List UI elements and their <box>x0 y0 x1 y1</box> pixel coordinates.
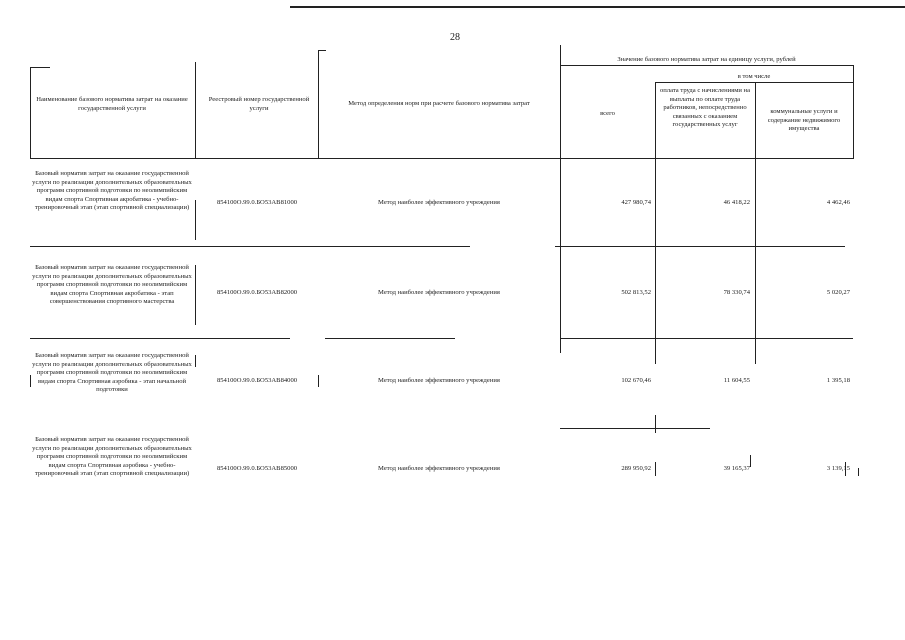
row-registry: 854100О.99.0.БО53АВ84000 <box>216 377 298 384</box>
row-method: Метод наиболее эффективного учреждения <box>378 465 500 472</box>
row-registry: 854100О.99.0.БО53АВ81000 <box>216 199 298 206</box>
row-utilities: 1 395,18 <box>826 377 850 384</box>
header-value-group: Значение базового норматива затрат на единицу услуги, рублей <box>617 56 796 63</box>
row-method: Метод наиболее эффективного учреждения <box>378 377 500 384</box>
row-salary: 78 330,74 <box>723 289 750 296</box>
top-rule <box>290 6 905 8</box>
header-utilities: коммунальные услуги и содержание недвижимого имущества <box>767 108 841 133</box>
header-total: всего <box>600 110 615 117</box>
header-method: Метод определения норм при расчете базового норматива затрат <box>348 100 530 107</box>
row-total: 502 813,52 <box>621 289 651 296</box>
row-name: Базовый норматив затрат на оказание государственной услуги по реализации дополнительных образовательных программ спортивной подготовки по неолимпийским видам спорта Спортивная акробатика - учебно-тренировочный этап (этап спортивной специализации) <box>32 170 192 212</box>
row-name: Базовый норматив затрат на оказание государственной услуги по реализации дополнительных образовательных программ спортивной подготовки по неолимпийским видам спорта Спортивная акробатика - этап совершенствования спортивного мастерства <box>32 264 192 306</box>
row-utilities: 4 462,46 <box>826 199 850 206</box>
header-including: в том числе <box>737 73 771 80</box>
header-registry: Реестровый номер государственной услуги <box>208 96 310 112</box>
row-total: 289 950,92 <box>621 465 651 472</box>
row-utilities: 3 139,15 <box>826 465 850 472</box>
row-salary: 46 418,22 <box>723 199 750 206</box>
row-salary: 11 604,55 <box>723 377 750 384</box>
header-name: Наименование базового норматива затрат на оказание государственной услуги <box>36 96 188 112</box>
row-method: Метод наиболее эффективного учреждения <box>378 199 500 206</box>
row-registry: 854100О.99.0.БО53АВ82000 <box>216 289 298 296</box>
row-total: 427 980,74 <box>621 199 651 206</box>
row-total: 102 670,46 <box>621 377 651 384</box>
row-method: Метод наиболее эффективного учреждения <box>378 289 500 296</box>
row-name: Базовый норматив затрат на оказание государственной услуги по реализации дополнительных образовательных программ спортивной подготовки по неолимпийским видам спорта Спортивная аэробика - учебно-тренировочный этап (этап спортивной специализации) <box>32 436 192 478</box>
header-salary: оплата труда с начислениями на выплаты по оплате труда работников, непосредственно связанных с оказанием государственных услуг <box>659 87 751 129</box>
page-number: 28 <box>450 32 460 43</box>
row-utilities: 5 020,27 <box>826 289 850 296</box>
row-registry: 854100О.99.0.БО53АВ85000 <box>216 465 298 472</box>
row-name: Базовый норматив затрат на оказание государственной услуги по реализации дополнительных образовательных программ спортивной подготовки по неолимпийским видам спорта Спортивная аэробика - этап начальной подготовки <box>32 352 192 394</box>
row-salary: 39 165,37 <box>723 465 750 472</box>
